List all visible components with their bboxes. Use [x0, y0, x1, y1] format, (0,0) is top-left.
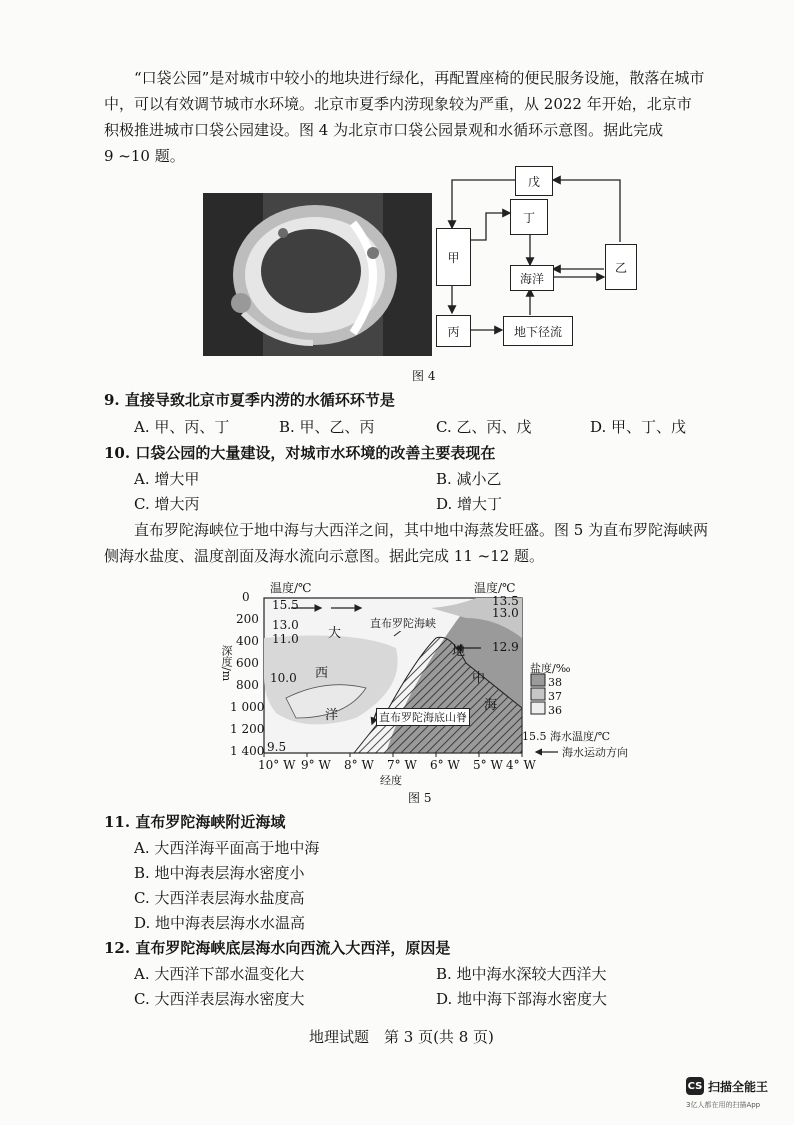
depth-axis-label: 深度/m [220, 645, 233, 682]
q11-stem: 11. 直布罗陀海峡附近海域 [104, 813, 286, 831]
q9-option-d: D. 甲、丁、戊 [590, 418, 687, 436]
intro1-line3: 积极推进城市口袋公园建设。图 4 为北京市口袋公园景观和水循环示意图。据此完成 [104, 121, 664, 139]
q12-option-a: A. 大西洋下部水温变化大 [134, 965, 305, 983]
camscanner-tagline: 3亿人都在用的扫描App [686, 1101, 761, 1109]
legend-flow: 海水运动方向 [562, 746, 628, 759]
depth-tick-0: 0 [242, 590, 250, 604]
pocket-park-photo [203, 193, 432, 356]
node-ding: 丁 [510, 199, 548, 235]
q9-stem: 9. 直接导致北京市夏季内涝的水循环环节是 [104, 391, 395, 409]
left-temp-1: 15.5 [272, 598, 299, 612]
legend-38: 38 [548, 676, 562, 689]
intro1-line2: 中，可以有效调节城市水环境。北京市夏季内涝现象较为严重，从 2022 年开始，北京市 [104, 95, 692, 113]
lon-tick-8w: 8° W [344, 758, 374, 772]
q12-stem: 12. 直布罗陀海峡底层海水向西流入大西洋，原因是 [104, 939, 451, 957]
page-footer: 地理试题 第 3 页(共 8 页) [309, 1028, 494, 1046]
node-wu: 戊 [515, 166, 553, 196]
lon-tick-7w: 7° W [387, 758, 417, 772]
q11-option-c: C. 大西洋表层海水盐度高 [134, 889, 305, 907]
right-temp-1: 13.5 [492, 594, 519, 608]
med-label-1: 地 [452, 644, 466, 659]
lon-tick-9w: 9° W [301, 758, 331, 772]
med-label-3: 海 [484, 698, 498, 713]
fig5-left-temp-title: 温度/℃ [270, 581, 312, 595]
right-temp-3: 12.9 [492, 640, 519, 654]
ridge-label: 直布罗陀海底山脊 [376, 708, 470, 726]
q12-option-d: D. 地中海下部海水密度大 [436, 990, 608, 1008]
left-temp-2: 13.0 [272, 618, 299, 632]
q9-option-b: B. 甲、乙、丙 [279, 418, 375, 436]
node-bing: 丙 [436, 315, 471, 347]
legend-title: 盐度/‰ [530, 662, 571, 675]
lon-tick-6w: 6° W [430, 758, 460, 772]
intro1-line4: 9 ~10 题。 [104, 147, 185, 165]
depth-tick-1200: 1 200 [230, 722, 265, 736]
fig4-caption: 图 4 [412, 369, 436, 383]
med-label-2: 中 [472, 671, 486, 686]
legend-37: 37 [548, 690, 562, 703]
depth-tick-600: 600 [236, 656, 259, 670]
node-haiyang: 海洋 [510, 265, 554, 291]
right-temp-2: 13.0 [492, 606, 519, 620]
atlantic-label-3: 洋 [325, 708, 339, 723]
node-yi: 乙 [605, 244, 637, 290]
q12-option-b: B. 地中海水深较大西洋大 [436, 965, 607, 983]
node-dixia: 地下径流 [503, 316, 573, 346]
node-jia: 甲 [436, 228, 471, 286]
intro2-line1: 直布罗陀海峡位于地中海与大西洋之间，其中地中海蒸发旺盛。图 5 为直布罗陀海峡两 [134, 521, 709, 539]
lon-tick-5w: 5° W [473, 758, 503, 772]
left-temp-4: 10.0 [270, 671, 297, 685]
q12-option-c: C. 大西洋表层海水密度大 [134, 990, 305, 1008]
intro1-line1: “口袋公园”是对城市中较小的地块进行绿化，再配置座椅的便民服务设施，散落在城市 [134, 69, 705, 87]
camscanner-logo: CS [686, 1077, 704, 1095]
atlantic-label-2: 西 [315, 666, 329, 681]
atlantic-label-1: 大 [328, 626, 342, 641]
q9-option-c: C. 乙、丙、戊 [436, 418, 532, 436]
legend-temp: 15.5 海水温度/℃ [522, 730, 610, 743]
depth-tick-1400: 1 400 [230, 744, 265, 758]
q11-option-b: B. 地中海表层海水密度小 [134, 864, 305, 882]
strait-label: 直布罗陀海峡 [370, 617, 436, 630]
q10-stem: 10. 口袋公园的大量建设，对城市水环境的改善主要表现在 [104, 444, 496, 462]
depth-tick-1000: 1 000 [230, 700, 265, 714]
lon-tick-4w: 4° W [506, 758, 536, 772]
depth-tick-400: 400 [236, 634, 259, 648]
q10-option-c: C. 增大丙 [134, 495, 200, 513]
q11-option-d: D. 地中海表层海水水温高 [134, 914, 306, 932]
q10-option-a: A. 增大甲 [134, 470, 200, 488]
left-temp-3: 11.0 [272, 632, 299, 646]
depth-tick-800: 800 [236, 678, 259, 692]
legend-36: 36 [548, 704, 562, 717]
fig5-caption: 图 5 [408, 791, 432, 805]
intro2-line2: 侧海水盐度、温度剖面及海水流向示意图。据此完成 11 ~12 题。 [104, 547, 545, 565]
q10-option-b: B. 减小乙 [436, 470, 502, 488]
q10-option-d: D. 增大丁 [436, 495, 503, 513]
lon-tick-10w: 10° W [258, 758, 296, 772]
q9-option-a: A. 甲、丙、丁 [134, 418, 230, 436]
lon-axis-label: 经度 [380, 774, 402, 787]
camscanner-name: 扫描全能王 [708, 1080, 769, 1094]
depth-tick-200: 200 [236, 612, 259, 626]
left-temp-5: 9.5 [267, 740, 287, 754]
q11-option-a: A. 大西洋海平面高于地中海 [134, 839, 320, 857]
fig5-right-temp-title: 温度/℃ [474, 581, 516, 595]
